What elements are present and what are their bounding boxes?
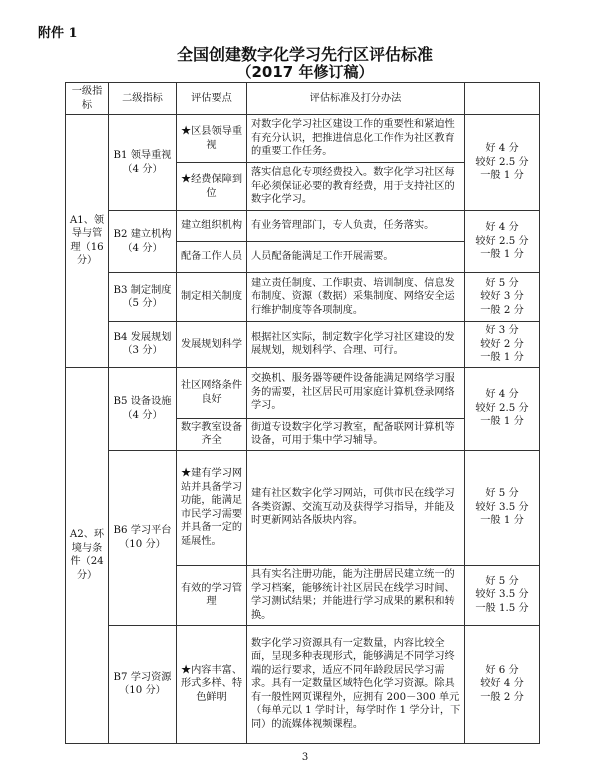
- criteria-cell: 交换机、服务器等硬件设备能满足网络学习服务的需要，社区居民可用家庭计算机登录网络学习。: [247, 367, 465, 418]
- criteria-cell: 落实信息化专项经费投入。数字化学习社区每年必须保证必要的教育经费，用于支持社区的数字化学习。: [247, 163, 465, 211]
- annex-label: 附件 1: [38, 26, 78, 41]
- score-cell: 好 4 分 较好 2.5 分 一般 1 分: [465, 115, 540, 211]
- point-cell: 社区网络条件良好: [177, 367, 247, 418]
- table-row: [66, 625, 540, 743]
- table-row: [66, 450, 540, 565]
- table-row: [66, 322, 540, 368]
- score-cell: 好 3 分 较好 2 分 一般 1 分: [465, 322, 540, 368]
- table-header-row: [66, 83, 540, 115]
- header-level1: 一级指标: [66, 83, 109, 115]
- score-cell: 好 4 分 较好 2.5 分 一般 1 分: [465, 211, 540, 273]
- table-row: [66, 211, 540, 242]
- score-cell: 好 5 分 较好 3 分 一般 2 分: [465, 273, 540, 322]
- page-number: 3: [301, 752, 309, 763]
- point-cell: 有效的学习管理: [177, 565, 247, 625]
- point-cell: 制定相关制度: [177, 273, 247, 322]
- header-level2: 二级指标: [109, 83, 177, 115]
- point-cell: 发展规划科学: [177, 322, 247, 368]
- header-criteria: 评估标准及打分办法: [247, 83, 465, 115]
- criteria-cell: 街道专设数字化学习教室，配备联网计算机等设备，可用于集中学习辅导。: [247, 418, 465, 450]
- criteria-cell: 数字化学习资源具有一定数量，内容比较全面，呈现多种表现形式，能够满足不同学习终端的运行要求，适应不同年龄段居民学习需求。具有一定数量区域特色化学习资源。除具有一般性网页课程外，应拥有 200－300 单元（每单元以 1 学时计，每学时作 1 学分计，下同）的流媒体视频课程。: [247, 625, 465, 743]
- point-cell: ★区县领导重视: [177, 115, 247, 163]
- point-cell: 配备工作人员: [177, 242, 247, 273]
- level2-b2: B2 建立机构（4 分）: [109, 211, 177, 273]
- table-row: [66, 367, 540, 418]
- document-title: 全国创建数字化学习先行区评估标准: [176, 45, 433, 64]
- evaluation-table: [65, 82, 540, 744]
- point-cell: 建立组织机构: [177, 211, 247, 242]
- table-row: [66, 115, 540, 163]
- document-subtitle: （2017 年修订稿）: [236, 63, 374, 81]
- point-cell: ★经费保障到位: [177, 163, 247, 211]
- criteria-cell: 建立责任制度、工作职责、培训制度、信息发布制度、资源（数据）采集制度、网络安全运行维护制度等各项制度。: [247, 273, 465, 322]
- level2-b5: B5 设备设施（4 分）: [109, 367, 177, 450]
- level2-b4: B4 发展规划（3 分）: [109, 322, 177, 368]
- table-row: [66, 273, 540, 322]
- score-cell: 好 5 分 较好 3.5 分 一般 1.5 分: [465, 565, 540, 625]
- header-points: 评估要点: [177, 83, 247, 115]
- level1-a1: A1、领导与管理（16 分）: [66, 115, 109, 368]
- criteria-cell: 建有社区数字化学习网站，可供市民在线学习各类资源、交流互动及获得学习指导，并能及时更新网站各版块内容。: [247, 450, 465, 565]
- level2-b3: B3 制定制度（5 分）: [109, 273, 177, 322]
- criteria-cell: 有业务管理部门，专人负责，任务落实。: [247, 211, 465, 242]
- level2-b6: B6 学习平台（10 分）: [109, 450, 177, 625]
- criteria-cell: 具有实名注册功能，能为注册居民建立统一的学习档案，能够统计社区居民在线学习时间、学习测试结果；并能进行学习成果的累积和转换。: [247, 565, 465, 625]
- point-cell: ★建有学习网站并具备学习功能，能满足市民学习需要并具备一定的延展性。: [177, 450, 247, 565]
- header-score: [465, 83, 540, 115]
- level1-a2: A2、环境与条件（24 分）: [66, 367, 109, 743]
- criteria-cell: 对数字化学习社区建设工作的重要性和紧迫性有充分认识，把推进信息化工作作为社区教育的重要工作任务。: [247, 115, 465, 163]
- criteria-cell: 人员配备能满足工作开展需要。: [247, 242, 465, 273]
- criteria-cell: 根据社区实际，制定数字化学习社区建设的发展规划，规划科学、合理、可行。: [247, 322, 465, 368]
- level2-b7: B7 学习资源（10 分）: [109, 625, 177, 743]
- score-cell: 好 5 分 较好 3.5 分 一般 1 分: [465, 450, 540, 565]
- score-cell: 好 4 分 较好 2.5 分 一般 1 分: [465, 367, 540, 450]
- point-cell: ★内容丰富、形式多样、特色鲜明: [177, 625, 247, 743]
- score-cell: 好 6 分 较好 4 分 一般 2 分: [465, 625, 540, 743]
- level2-b1: B1 领导重视（4 分）: [109, 115, 177, 211]
- point-cell: 数字教室设备齐全: [177, 418, 247, 450]
